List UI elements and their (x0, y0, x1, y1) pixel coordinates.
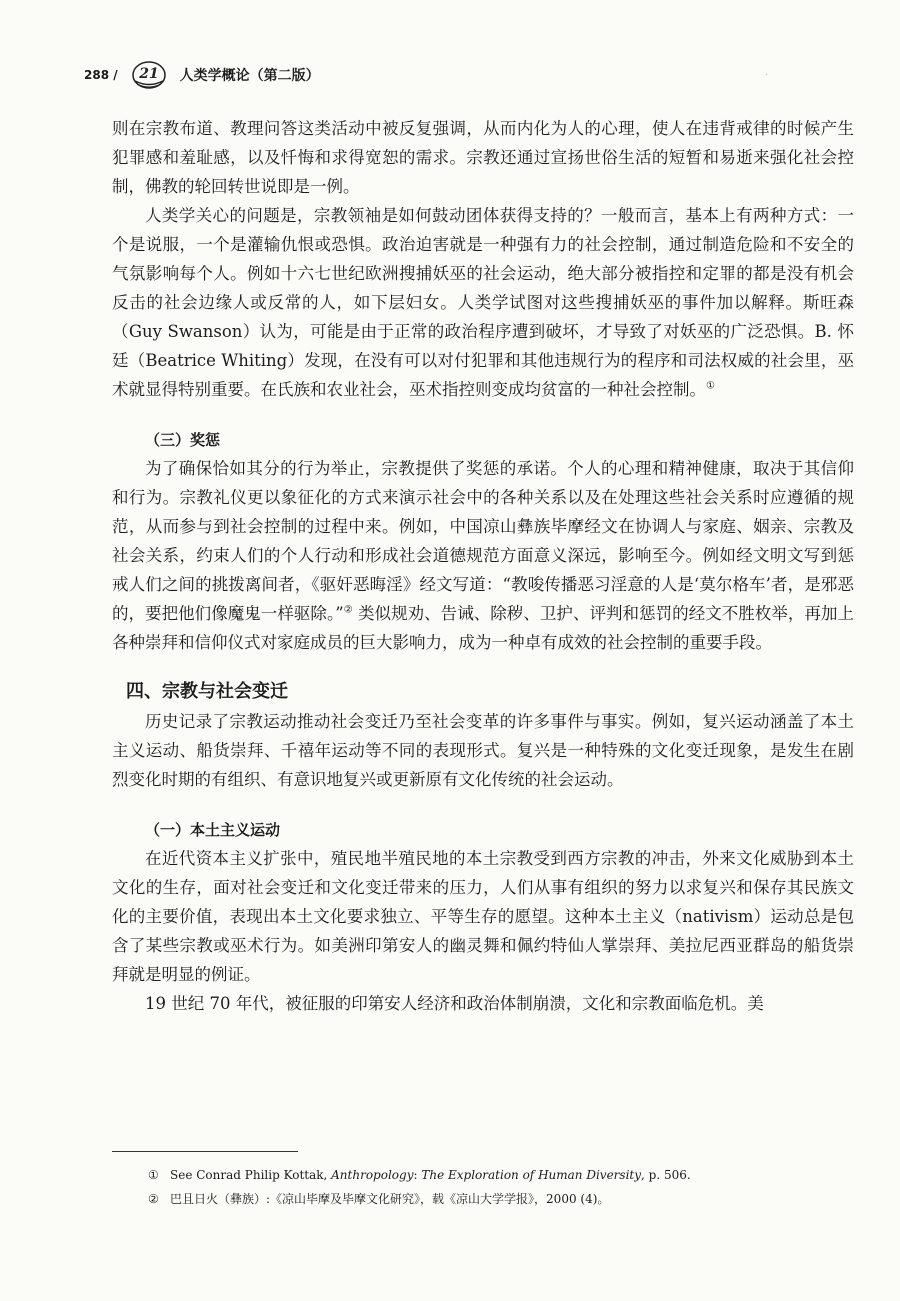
scan-speck: · (765, 70, 769, 81)
subsection-heading-rewards: （三）奖惩 (145, 431, 221, 449)
footnote-ref-2: ② (343, 604, 353, 616)
paragraph-3-text-b: 类似规劝、告诫、除秽、卫护、评判和惩罚的经文不胜枚举，再加上各种崇拜和信仰仪式对家庭成员的巨大影响力，成为一种卓有成效的社会控制的重要手段。 (112, 604, 855, 652)
paragraph-1: 则在宗教布道、教理问答这类活动中被反复强调，从而内化为人的心理，使人在违背戒律的时候产生犯罪感和羞耻感，以及忏悔和求得宽恕的需求。宗教还通过宣扬世俗生活的短暂和易逝来强化社会控制，佛教的轮回转世说即是一例。 (112, 119, 854, 196)
svg-text:21: 21 (138, 66, 159, 82)
paragraph-3 (112, 454, 854, 657)
paragraph-2 (112, 201, 854, 404)
paragraph-3-text-a: 为了确保恰如其分的行为举止，宗教提供了奖惩的承诺。个人的心理和精神健康，取决于其信仰和行为。宗教礼仪更以象征化的方式来演示社会中的各种关系以及在处理这些社会关系时应遵循的规范，从而参与到社会控制的过程中来。例如，中国凉山彝族毕摩经文在协调人与家庭、姻亲、宗教及社会关系，约束人们的个人行动和形成社会道德规范方面意义深远，影响至今。例如经文明文写到惩戒人们之间的挑拨离间者，《驱奸恶晦淫》经文写道：“教唆传播恶习淫意的人是‘莫尔格车’者，是邪恶的，要把他们像魔鬼一样驱除。” (112, 459, 854, 623)
main-text (112, 114, 854, 1018)
subsection-heading-nativism: （一）本土主义运动 (145, 821, 281, 839)
paragraph-4: 历史记录了宗教运动推动社会变迁乃至社会变革的许多事件与事实。例如，复兴运动涵盖了本土主义运动、船货崇拜、千禧年运动等不同的表现形式。复兴是一种特殊的文化变迁现象，是发生在剧烈变化时期的有组织、有意识地复兴或更新原有文化传统的社会运动。 (112, 712, 854, 789)
page-header (84, 57, 320, 93)
page-number: 288 / (84, 68, 118, 82)
paragraph-5: 在近代资本主义扩张中，殖民地半殖民地的本土宗教受到西方宗教的冲击，外来文化威胁到本土文化的生存，面对社会变迁和文化变迁带来的压力，人们从事有组织的努力以求复兴和保存其民族文化的主要价值，表现出本土文化要求独立、平等生存的愿望。这种本土主义（nativism）运动总是包含了某些宗教或巫术行为。如美洲印第安人的幽灵舞和佩约特仙人掌崇拜、美拉尼西亚群岛的船货崇拜就是明显的例证。 (112, 849, 854, 984)
book-series-logo-icon (132, 60, 166, 90)
footnote-ref-1: ① (706, 380, 715, 392)
section-heading-religion-social-change: 四、宗教与社会变迁 (126, 681, 288, 702)
book-title: 人类学概论（第二版） (179, 68, 320, 84)
footnote-2-mark: ② (148, 1192, 159, 1206)
paragraph-6: 19 世纪 70 年代，被征服的印第安人经济和政治体制崩溃，文化和宗教面临危机。美 (145, 994, 764, 1013)
footnote-2: ② 巴且日火（彝族）:《凉山毕摩及毕摩文化研究》，载《凉山大学学报》，2000 (4)。 (148, 1187, 848, 1211)
footnotes (148, 1163, 848, 1211)
footnote-1: ① See Conrad Philip Kottak, Anthropology: The Exploration of Human Diversity, p. 506. (148, 1163, 848, 1187)
footnote-divider (112, 1151, 298, 1152)
paragraph-2-text: 人类学关心的问题是，宗教领袖是如何鼓动团体获得支持的？一般而言，基本上有两种方式：一个是说服，一个是灌输仇恨或恐惧。政治迫害就是一种强有力的社会控制，通过制造危险和不安全的气氛影响每个人。例如十六七世纪欧洲搜捕妖巫的社会运动，绝大部分被指控和定罪的都是没有机会反击的社会边缘人或反常的人，如下层妇女。人类学试图对这些搜捕妖巫的事件加以解释。斯旺森（Guy Swanson）认为，可能是由于正常的政治程序遭到破坏，才导致了对妖巫的广泛恐惧。B. 怀廷（Beatrice Whiting）发现，在没有可以对付犯罪和其他违规行为的程序和司法权威的社会里，巫术就显得特别重要。在氏族和农业社会，巫术指控则变成均贫富的一种社会控制。 (112, 206, 854, 399)
footnote-1-mark: ① (148, 1168, 159, 1182)
